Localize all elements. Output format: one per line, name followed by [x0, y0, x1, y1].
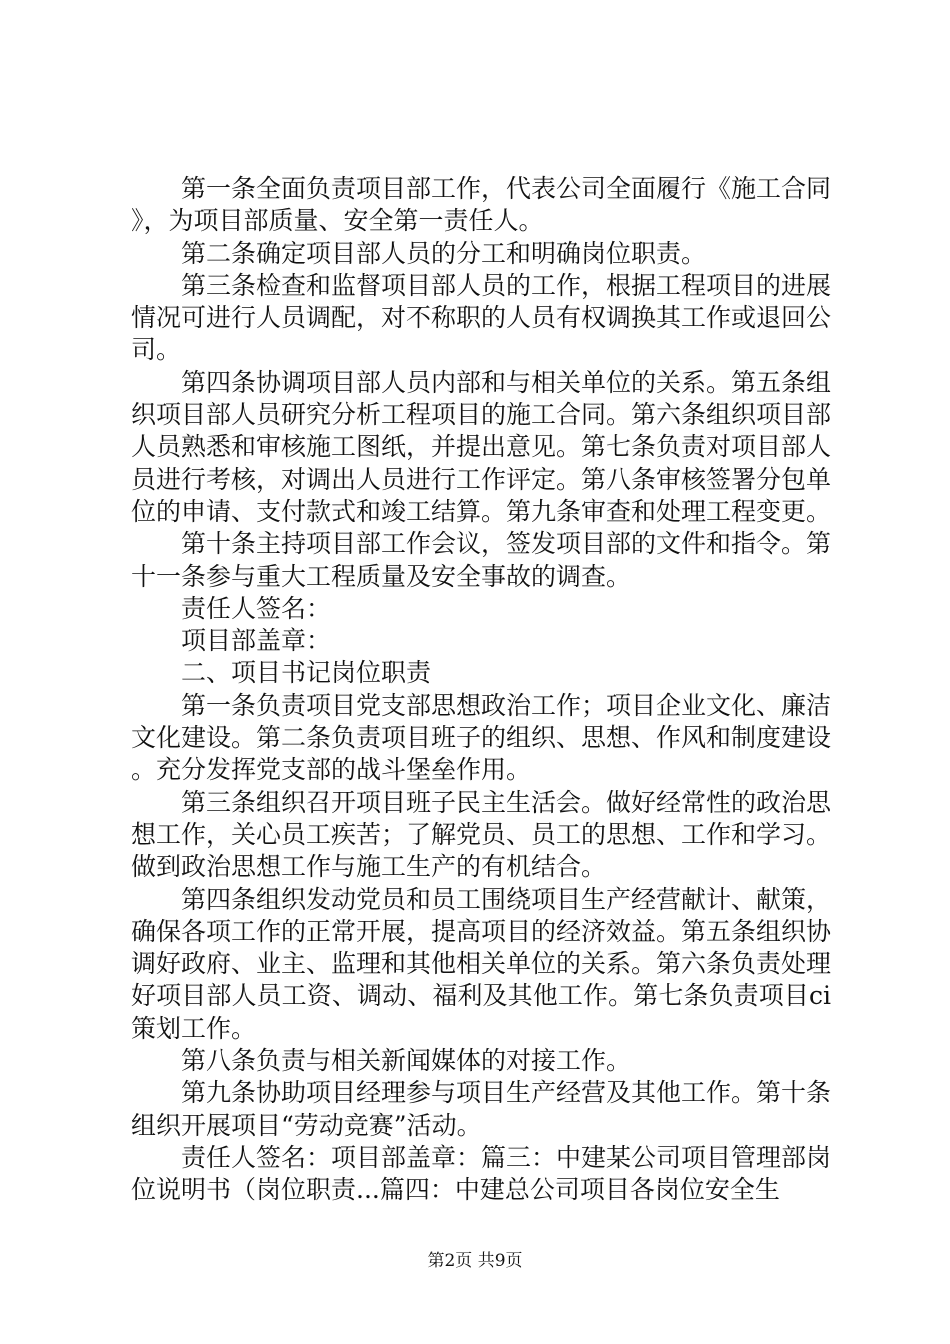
paragraph: 第八条负责与相关新闻媒体的对接工作。 [181, 1046, 632, 1076]
document-body [131, 173, 831, 1207]
section-heading: 二、项目书记岗位职责 [181, 658, 432, 688]
paragraph: 第二条确定项目部人员的分工和明确岗位职责。 [181, 238, 707, 268]
paragraph: 第三条检查和监督项目部人员的工作，根据工程项目的进展情况可进行人员调配，对不称职的人员有权调换其工作或退回公司。 [131, 270, 832, 365]
paragraph: 第四条组织发动党员和员工围绕项目生产经营献计、献策，确保各项工作的正常开展，提高项目的经济效益。第五条组织协调好政府、业主、监理和其他相关单位的关系。第六条负责处理好项目部人员工资、调动、福利及其他工作。第七条负责项目ci策划工作。 [131, 884, 832, 1043]
paragraph: 第四条协调项目部人员内部和与相关单位的关系。第五条组织项目部人员研究分析工程项目的施工合同。第六条组织项目部人员熟悉和审核施工图纸，并提出意见。第七条负责对项目部人员进行考核，对调出人员进行工作评定。第八条审核签署分包单位的申请、支付款式和竣工结算。第九条审查和处理工程变更。 [131, 367, 832, 526]
paragraph: 第十条主持项目部工作会议，签发项目部的文件和指令。第十一条参与重大工程质量及安全事故的调查。 [131, 529, 832, 591]
paragraph: 第一条负责项目党支部思想政治工作；项目企业文化、廉洁文化建设。第二条负责项目班子的组织、思想、作风和制度建设。充分发挥党支部的战斗堡垒作用。 [131, 690, 832, 785]
paragraph: 第九条协助项目经理参与项目生产经营及其他工作。第十条组织开展项目“劳动竞赛”活动。 [131, 1078, 832, 1140]
signature-line: 责任人签名： [181, 593, 332, 623]
page-number-footer: 第2页 共9页 [427, 1251, 523, 1271]
paragraph: 第一条全面负责项目部工作，代表公司全面履行《施工合同》，为项目部质量、安全第一责任人。 [131, 174, 832, 236]
paragraph: 责任人签名：项目部盖章：篇三：中建某公司项目管理部岗位说明书（岗位职责...篇四：中建总公司项目各岗位安全生 [131, 1142, 832, 1205]
paragraph: 第三条组织召开项目班子民主生活会。做好经常性的政治思想工作，关心员工疾苦；了解党员、员工的思想、工作和学习。做到政治思想工作与施工生产的有机结合。 [131, 787, 832, 882]
seal-line: 项目部盖章： [181, 626, 332, 656]
